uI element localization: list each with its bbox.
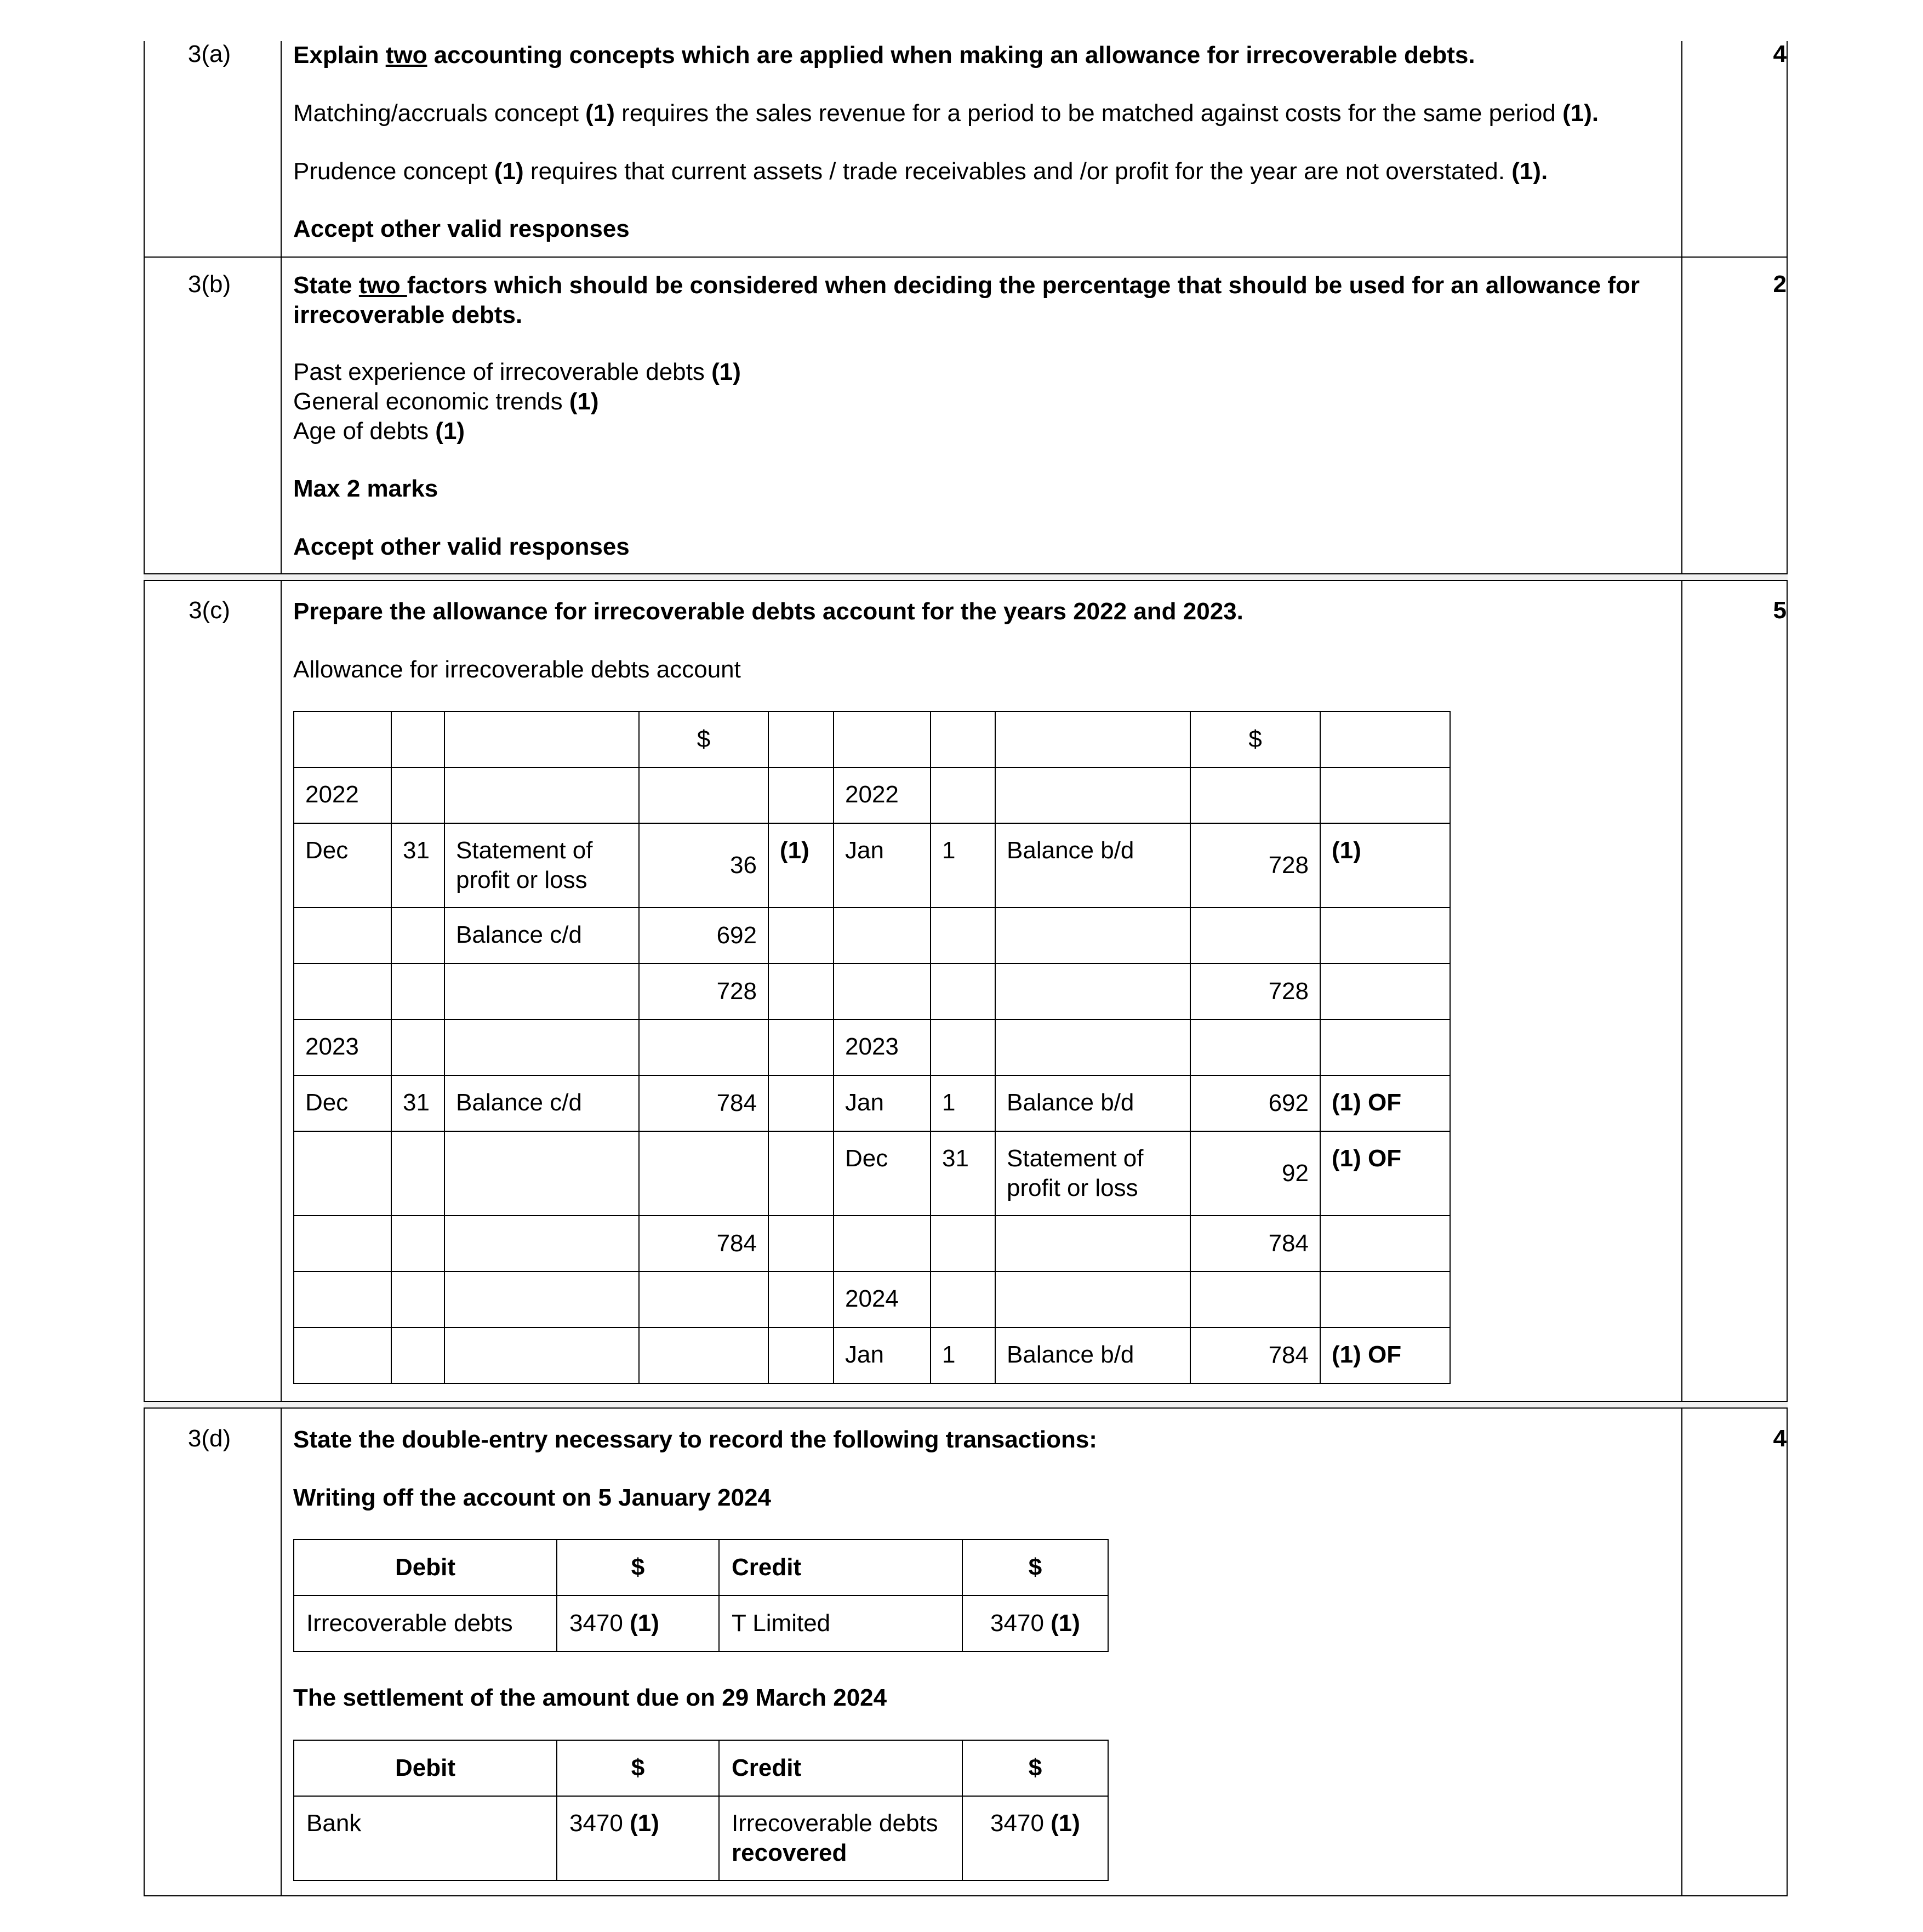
ledger-row: 728 728 xyxy=(294,964,1450,1019)
credit-amount-header: $ xyxy=(962,1540,1108,1595)
question-number-3b: 3(b) xyxy=(187,271,231,298)
table-row xyxy=(294,1796,1108,1880)
account-title: Allowance for irrecoverable debts account xyxy=(293,656,741,683)
ledger-row: 2024 xyxy=(294,1272,1450,1327)
credit-account: T Limited xyxy=(719,1595,962,1651)
marks-3b: 2 xyxy=(1773,271,1787,298)
ledger-row: Jan 1 Balance b/d 784 (1) OF xyxy=(294,1327,1450,1383)
allowance-ledger-table xyxy=(293,711,1451,1384)
question-3c: Prepare the allowance for irrecoverable debts account for the years 2022 and 2023. xyxy=(293,598,1243,625)
separator-c-d xyxy=(144,1401,1788,1409)
frame-left xyxy=(144,41,145,1896)
debit-amount-header: $ xyxy=(557,1540,719,1595)
ledger-row: Dec 31 Statement of profit or loss 36 (1) Jan 1 Balance b/d 728 (1) xyxy=(294,823,1450,908)
credit-amount: 3470 (1) xyxy=(962,1595,1108,1651)
question-number-3d: 3(d) xyxy=(187,1425,231,1452)
marks-3a: 4 xyxy=(1773,41,1787,67)
debit-header: Debit xyxy=(294,1540,557,1595)
accept-note-3b: Accept other valid responses xyxy=(293,533,630,560)
debit-currency-header: $ xyxy=(639,711,768,767)
question-number-3a: 3(a) xyxy=(187,41,231,67)
debit-header: Debit xyxy=(294,1740,557,1796)
double-entry-table-writeoff xyxy=(293,1539,1109,1652)
frame-col2 xyxy=(1681,41,1682,1896)
credit-account: Irrecoverable debts recovered xyxy=(719,1796,962,1880)
credit-header: Credit xyxy=(719,1740,962,1796)
frame-bottom xyxy=(144,1895,1788,1896)
max-marks-3b: Max 2 marks xyxy=(293,475,438,502)
ledger-row: Balance c/d 692 xyxy=(294,908,1450,964)
debit-account: Irrecoverable debts xyxy=(294,1595,557,1651)
ledger-row: Dec 31 Balance c/d 784 Jan 1 Balance b/d 692 (1) OF xyxy=(294,1075,1450,1131)
question-number-3c: 3(c) xyxy=(189,597,230,624)
marks-3d: 4 xyxy=(1773,1425,1787,1452)
question-3d: State the double-entry necessary to record the following transactions: xyxy=(293,1426,1097,1453)
frame-right xyxy=(1787,41,1788,1896)
credit-amount-header: $ xyxy=(962,1740,1108,1796)
separator-a-b xyxy=(144,257,1788,258)
ledger-row: 784 784 xyxy=(294,1216,1450,1272)
separator-b-c xyxy=(144,573,1788,581)
debit-amount: 3470 (1) xyxy=(557,1796,719,1880)
table-row xyxy=(294,1595,1108,1651)
ledger-row: 2022 2022 xyxy=(294,767,1450,823)
transaction-2-title: The settlement of the amount due on 29 March 2024 xyxy=(293,1684,887,1711)
credit-header: Credit xyxy=(719,1540,962,1595)
answer-3b-factor-1: Past experience of irrecoverable debts (1) xyxy=(293,358,741,385)
question-3b: State two factors which should be considered when deciding the percentage that should be used for an allowance for irrecoverable debts. xyxy=(293,272,1640,328)
ledger-row: Dec 31 Statement of profit or loss 92 (1) OF xyxy=(294,1131,1450,1216)
credit-currency-header: $ xyxy=(1190,711,1320,767)
marks-3c: 5 xyxy=(1773,597,1787,624)
answer-3b-factor-3: Age of debts (1) xyxy=(293,418,465,444)
credit-amount: 3470 (1) xyxy=(962,1796,1108,1880)
frame-col1 xyxy=(281,41,282,1896)
ledger-header-row xyxy=(294,711,1450,767)
double-entry-table-settlement xyxy=(293,1740,1109,1881)
question-3a: Explain two accounting concepts which are applied when making an allowance for irrecoverable debts. xyxy=(293,42,1475,69)
transaction-1-title: Writing off the account on 5 January 2024 xyxy=(293,1484,772,1511)
answer-3a-prudence: Prudence concept (1) requires that current assets / trade receivables and /or profit for the year are not overstated. (1). xyxy=(293,158,1548,185)
ledger-row: 2023 2023 xyxy=(294,1019,1450,1075)
answer-3a-matching: Matching/accruals concept (1) requires the sales revenue for a period to be matched against costs for the same period (1). xyxy=(293,100,1599,127)
table-header-row xyxy=(294,1540,1108,1595)
table-header-row xyxy=(294,1740,1108,1796)
accept-note-3a: Accept other valid responses xyxy=(293,215,630,242)
debit-amount: 3470 (1) xyxy=(557,1595,719,1651)
debit-account: Bank xyxy=(294,1796,557,1880)
answer-3b-factor-2: General economic trends (1) xyxy=(293,388,599,415)
debit-amount-header: $ xyxy=(557,1740,719,1796)
